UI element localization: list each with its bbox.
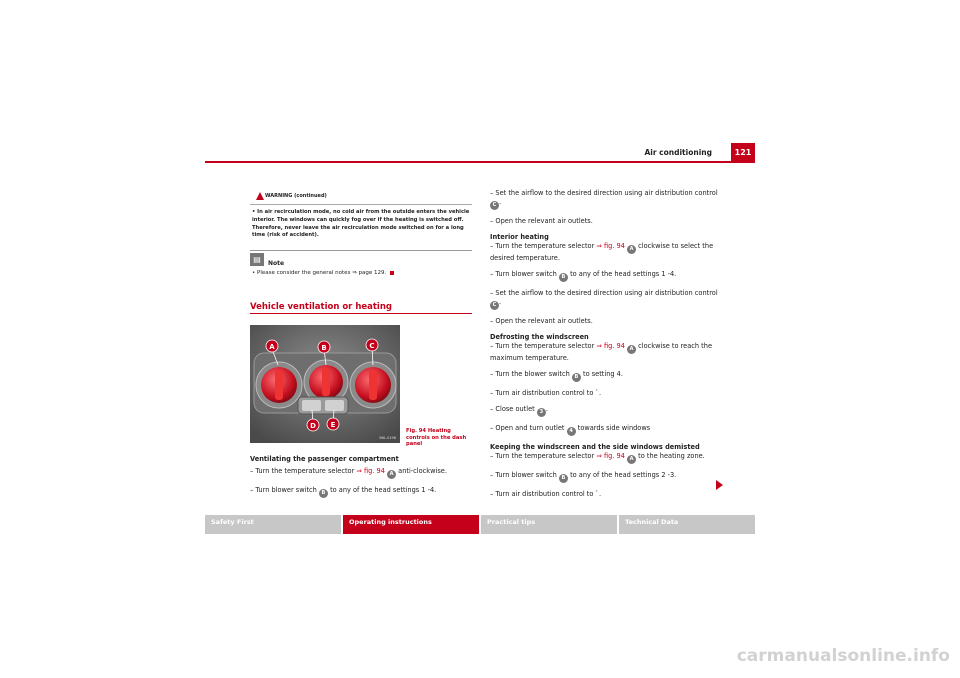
list-item: – Turn air distribution control to ﾟ. (490, 389, 602, 397)
list-item: – Turn blower switch B to any of the head settings 1 -4. (250, 486, 437, 496)
warning-title: WARNING (continued) (265, 193, 327, 199)
list-item: – Turn the temperature selector ⇒ fig. 94 A clockwise to select the desired temperature. (490, 242, 714, 262)
note-bullet: • (252, 270, 256, 276)
warning-body: In air recirculation mode, no cold air from the outside enters the vehicle interior. The windows can quickly fog over if the heating is switched off. Therefore, never leave the air recirculation mode switched on for a long time (risk of accident). (252, 209, 470, 239)
figure-link[interactable]: ⇒ fig. 94 (356, 467, 385, 475)
footer-tab-operating-instructions[interactable]: Operating instructions (343, 515, 479, 534)
callout-d: D (310, 422, 316, 430)
windscreen-defrost-icon: ﾟ (595, 490, 600, 498)
badge-b: B (559, 273, 568, 282)
badge-b: B (559, 474, 568, 483)
demist-heading: Keeping the windscreen and the side windows demisted (490, 443, 700, 451)
warning-text (252, 209, 472, 240)
heating-controls-illustration (250, 325, 400, 443)
badge-4: 4 (567, 427, 576, 436)
note-arrow[interactable]: ⇒ (352, 270, 357, 276)
footer-tab-practical-tips[interactable]: Practical tips (481, 515, 617, 534)
section-rule (250, 313, 472, 314)
list-item: – Turn the temperature selector ⇒ fig. 94 A to the heating zone. (490, 452, 705, 462)
list-item: – Turn air distribution control to ﾟ. (490, 490, 602, 498)
list-item: – Turn the temperature selector ⇒ fig. 94 A anti-clockwise. (250, 467, 447, 477)
badge-3: 3 (537, 408, 546, 417)
list-item: – Close outlet 3 . (490, 405, 548, 415)
list-item: – Set the airflow to the desired direction using air distribution control C . (490, 189, 718, 208)
list-item: – Turn blower switch B to any of the head settings 1 -4. (490, 270, 677, 280)
figure-code: B6L-0196 (379, 436, 396, 440)
page-number-badge: 121 (731, 143, 755, 162)
badge-c: C (490, 301, 499, 310)
interior-heading: Interior heating (490, 233, 549, 241)
badge-a: A (627, 455, 636, 464)
warning-bullet: • (252, 209, 256, 215)
section-end-marker (390, 271, 394, 275)
right-procedure (490, 189, 722, 499)
note-page-link[interactable]: page 129. (358, 270, 387, 276)
callout-c: C (369, 342, 375, 350)
badge-b: B (572, 373, 581, 382)
figure-link[interactable]: ⇒ fig. 94 (596, 342, 625, 350)
badge-c: C (490, 201, 499, 210)
defrost-heading: Defrosting the windscreen (490, 333, 589, 341)
continue-arrow-icon[interactable] (716, 480, 723, 490)
list-item: – Turn the blower switch B to setting 4. (490, 370, 623, 380)
footer-tab-safety-first[interactable]: Safety First (205, 515, 341, 534)
note-label: Note (268, 260, 285, 267)
note-text (252, 270, 394, 276)
note-book-icon: ▤ (250, 253, 264, 266)
figure-caption: Fig. 94 Heating controls on the dash panel (406, 428, 467, 447)
badge-a: A (627, 245, 636, 254)
footer-tab-technical-data[interactable]: Technical Data (619, 515, 755, 534)
list-item: – Open the relevant air outlets. (490, 217, 593, 225)
ventilating-heading: Ventilating the passenger compartment (250, 455, 399, 463)
badge-a: A (627, 345, 636, 354)
callout-b: B (321, 344, 327, 352)
figure-link[interactable]: ⇒ fig. 94 (596, 452, 625, 460)
callout-a: A (269, 343, 275, 351)
section-title: Vehicle ventilation or heating (250, 302, 392, 312)
windscreen-defrost-icon: ﾟ (595, 389, 600, 397)
watermark: carmanualsonline.info (736, 646, 950, 666)
list-item: – Open and turn outlet 4 towards side windows (490, 424, 651, 434)
heating-controls-figure (250, 325, 400, 443)
list-item: – Open the relevant air outlets. (490, 317, 593, 325)
callout-e: E (330, 421, 336, 429)
warning-triangle-icon (256, 192, 264, 200)
running-header-title: Air conditioning (644, 148, 712, 157)
note-text-prefix: Please consider the general notes (257, 270, 351, 276)
list-item: – Set the airflow to the desired direction using air distribution control C . (490, 289, 718, 308)
header-rule (205, 161, 755, 163)
list-item: – Turn the temperature selector ⇒ fig. 94 A clockwise to reach the maximum temperature. (490, 342, 713, 362)
figure-link[interactable]: ⇒ fig. 94 (596, 242, 625, 250)
badge-a: A (387, 470, 396, 479)
badge-b: B (319, 489, 328, 498)
left-procedure (250, 455, 472, 498)
list-item: – Turn blower switch B to any of the head settings 2 -3. (490, 471, 677, 481)
